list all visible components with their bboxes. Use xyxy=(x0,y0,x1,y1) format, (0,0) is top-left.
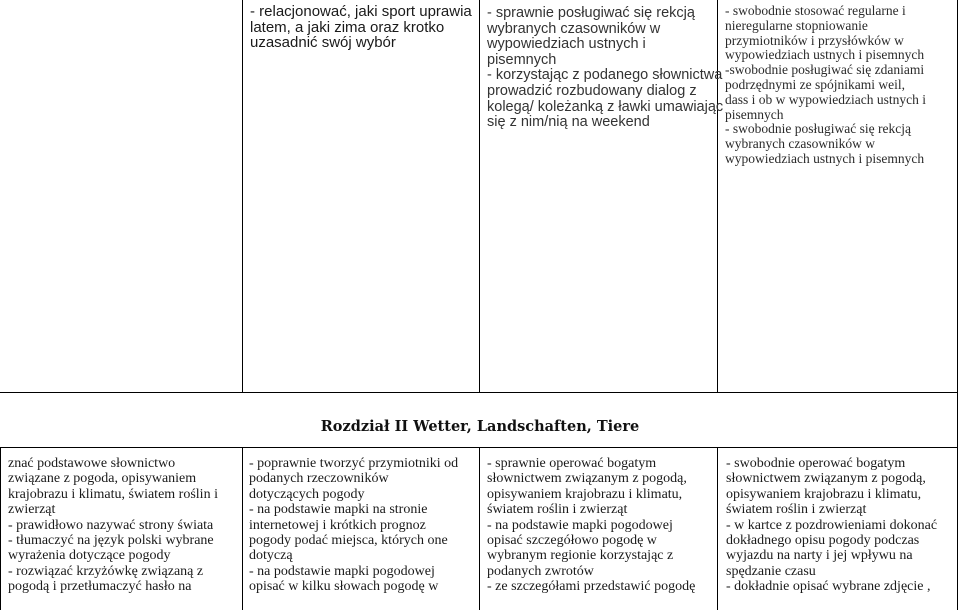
text-line: - swobodnie stosować regularne i xyxy=(725,3,906,18)
text-line: opisać szczegółowo pogodę w xyxy=(487,533,657,549)
top-cell-1 xyxy=(250,4,472,51)
text-line: - rozwiązać krzyżówkę związaną z xyxy=(8,563,204,579)
text-line: - na podstawie mapki pogodowej xyxy=(249,563,435,579)
text-line: - ze szczegółami przedstawić pogodę xyxy=(487,579,696,595)
table-border xyxy=(479,0,480,392)
text-line: - sprawnie posługiwać się rekcją xyxy=(487,5,695,21)
text-line: - relacjonować, jaki sport uprawia xyxy=(250,3,472,20)
text-line: opisać w kilku słowach pogodę w xyxy=(249,579,439,595)
text-line: uzasadnić swój wybór xyxy=(250,34,396,51)
text-line: internetowej i krótkich prognoz xyxy=(249,517,426,533)
text-line: dokładnego opisu pogody podczas xyxy=(726,533,920,549)
text-line: znać podstawowe słownictwo xyxy=(8,456,176,471)
text-line: pisemnych xyxy=(725,106,784,122)
text-line: słownictwem związanym z pogodą, xyxy=(726,471,926,487)
text-line: - swobodnie posługiwać się rekcją xyxy=(725,121,911,137)
text-line: wypowiedziach ustnych i pisemnych xyxy=(725,150,925,166)
text-line: nieregularne stopniowanie xyxy=(725,17,868,33)
text-line: światem roślin i zwierząt xyxy=(487,502,628,518)
text-line: wypowiedziach ustnych i xyxy=(487,36,646,53)
text-line: przymiotników i przysłówków w xyxy=(725,32,904,48)
text-line: - na podstawie mapki na stronie xyxy=(249,502,428,518)
text-line: prowadzić rozbudowany dialog z xyxy=(487,82,697,99)
text-line: spędzanie czasu xyxy=(726,563,816,579)
text-line: wypowiedziach ustnych i pisemnych xyxy=(725,47,925,63)
text-line: opisywaniem krajobrazu i klimatu, xyxy=(726,486,922,502)
section-heading: Rozdział II Wetter, Landschaften, Tiere xyxy=(320,418,640,435)
text-line: - tłumaczyć na język polski wybrane xyxy=(8,533,214,549)
text-line: - na podstawie mapki pogodowej xyxy=(487,517,673,533)
text-line: - poprawnie tworzyć przymiotniki od xyxy=(249,456,459,471)
bottom-cell-3 xyxy=(726,456,937,595)
text-line: zwierząt xyxy=(8,502,56,518)
top-cell-2 xyxy=(487,6,723,131)
text-line: światem roślin i zwierząt xyxy=(726,502,867,518)
text-line: -swobodnie posługiwać się zdaniami xyxy=(725,62,925,78)
text-line: - dokładnie opisać wybrane zdjęcie , xyxy=(726,579,931,595)
table-border xyxy=(0,392,958,393)
bottom-cell-2 xyxy=(487,456,695,595)
text-line: pogody podać miejsca, których one xyxy=(249,533,448,549)
text-line: - prawidłowo nazywać strony świata xyxy=(8,517,214,533)
bottom-cell-0 xyxy=(8,456,218,595)
text-line: latem, a jaki zima oraz krotko xyxy=(250,18,445,36)
text-line: opisywaniem krajobrazu i klimatu, xyxy=(487,486,683,502)
text-line: podanych zwrotów xyxy=(487,563,594,579)
text-line: krajobrazu i klimatu, światem roślin i xyxy=(8,486,218,502)
table-border xyxy=(242,447,243,610)
text-line: się z nim/nią na weekend xyxy=(487,114,650,131)
table-border xyxy=(957,0,958,610)
text-line: związane z pogoda, opisywaniem xyxy=(8,471,197,487)
top-cell-3 xyxy=(725,4,926,167)
text-line: wybranym regionie korzystając z xyxy=(487,548,674,564)
table-border xyxy=(479,447,480,610)
text-line: wyjazdu na narty i jej wpływu na xyxy=(726,548,913,564)
text-line: wybranych czasowników w xyxy=(725,136,875,152)
text-line: wybranych czasowników w xyxy=(487,20,661,37)
text-line: - swobodnie operować bogatym xyxy=(726,456,906,471)
text-line: - sprawnie operować bogatym xyxy=(487,456,657,471)
text-line: pisemnych xyxy=(487,51,557,68)
table-border xyxy=(0,447,1,610)
text-line: - korzystając z podanego słownictwa xyxy=(487,67,723,84)
text-line: pogodą i przetłumaczyć hasło na xyxy=(8,579,192,595)
text-line: dotyczących pogody xyxy=(249,486,365,502)
table-border xyxy=(242,0,243,392)
text-line: podrzędnymi ze spójnikami weil, xyxy=(725,76,905,92)
table-border xyxy=(717,447,718,610)
text-line: wyrażenia dotyczące pogody xyxy=(8,548,171,564)
bottom-cell-1 xyxy=(249,456,458,595)
text-line: dass i ob w wypowiedziach ustnych i xyxy=(725,91,926,107)
text-line: kolegą/ koleżanką z ławki umawiając xyxy=(487,98,724,115)
text-line: słownictwem związanym z pogodą, xyxy=(487,471,687,487)
text-line: dotyczą xyxy=(249,548,293,564)
text-line: - w kartce z pozdrowieniami dokonać xyxy=(726,517,938,533)
text-line: podanych rzeczowników xyxy=(249,471,389,487)
